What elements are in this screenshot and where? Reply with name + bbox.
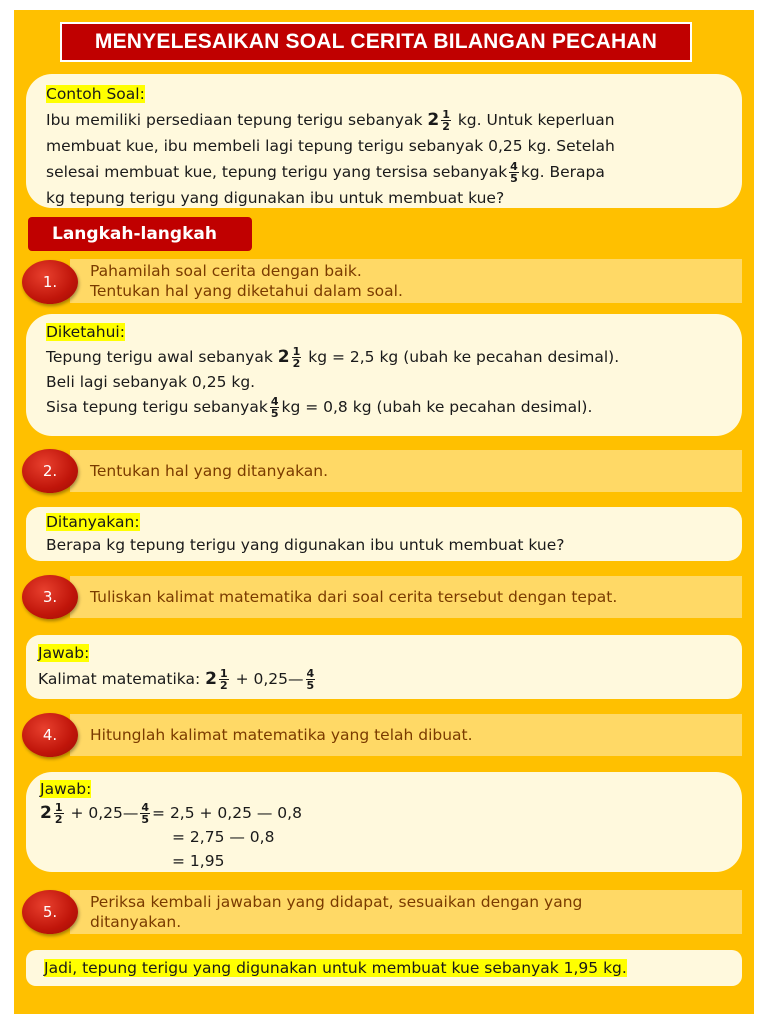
example-line-3: selesai membuat kue, tepung terigu yang tersisa sebanyak $\frac{4}{5}$ kg. Berapa bbox=[46, 160, 605, 185]
example-line-4: kg tepung terigu yang digunakan ibu untuk membuat kue? bbox=[46, 189, 505, 207]
step-3-badge: 3. bbox=[22, 575, 78, 619]
answer-1-label: Jawab: bbox=[38, 644, 90, 662]
page-title: MENYELESAIKAN SOAL CERITA BILANGAN PECAHAN bbox=[60, 22, 692, 62]
fraction: $\frac{1}{2}$ bbox=[54, 801, 63, 826]
known-line-1: Tepung terigu awal sebanyak 2 $\frac{1}{2}$ kg = 2,5 kg (ubah ke pecahan desimal). bbox=[46, 345, 620, 370]
answer-2-line-1: 2 $\frac{1}{2}$ + 0,25— $\frac{4}{5}$ = 2,5 + 0,25 — 0,8 bbox=[40, 801, 302, 826]
fraction: $\frac{4}{5}$ bbox=[141, 801, 150, 826]
step-2-bar: Tentukan hal yang ditanyakan. bbox=[70, 450, 742, 492]
known-card bbox=[26, 314, 742, 436]
fraction: $\frac{1}{2}$ bbox=[220, 667, 228, 692]
answer-1-card bbox=[26, 635, 742, 699]
step-5-bar: Periksa kembali jawaban yang didapat, sesuaikan dengan yang ditanyakan. bbox=[70, 890, 742, 934]
steps-label: Langkah-langkah bbox=[28, 217, 252, 251]
example-line-2: membuat kue, ibu membeli lagi tepung terigu sebanyak 0,25 kg. Setelah bbox=[46, 137, 615, 155]
step-4-badge: 4. bbox=[22, 713, 78, 757]
step-3-bar: Tuliskan kalimat matematika dari soal cerita tersebut dengan tepat. bbox=[70, 576, 742, 618]
fraction: $\frac{4}{5}$ bbox=[510, 160, 518, 185]
step-2-badge: 2. bbox=[22, 449, 78, 493]
answer-2-card bbox=[26, 772, 742, 872]
answer-1-expression: Kalimat matematika: 2 $\frac{1}{2}$ + 0,25— $\frac{4}{5}$ bbox=[38, 667, 315, 692]
asked-card bbox=[26, 507, 742, 561]
example-line-1: Ibu memiliki persediaan tepung terigu sebanyak 2 $\frac{1}{2}$ kg. Untuk keperluan bbox=[46, 108, 615, 133]
conclusion-card bbox=[26, 950, 742, 986]
known-line-2: Beli lagi sebanyak 0,25 kg. bbox=[46, 373, 256, 391]
example-label: Contoh Soal: bbox=[46, 85, 145, 103]
fraction: $\frac{4}{5}$ bbox=[306, 667, 315, 692]
step-1-bar: Pahamilah soal cerita dengan baik. Tentukan hal yang diketahui dalam soal. bbox=[70, 259, 742, 303]
step-4-bar: Hitunglah kalimat matematika yang telah dibuat. bbox=[70, 714, 742, 756]
answer-2-line-2: = 2,75 — 0,8 bbox=[172, 828, 275, 846]
fraction: $\frac{1}{2}$ bbox=[442, 108, 450, 133]
fraction: $\frac{1}{2}$ bbox=[292, 345, 301, 370]
step-5-badge: 5. bbox=[22, 890, 78, 934]
answer-2-label: Jawab: bbox=[40, 780, 92, 798]
step-1-badge: 1. bbox=[22, 260, 78, 304]
conclusion-text: Jadi, tepung terigu yang digunakan untuk membuat kue sebanyak 1,95 kg. bbox=[44, 959, 627, 977]
asked-text: Berapa kg tepung terigu yang digunakan ibu untuk membuat kue? bbox=[46, 536, 565, 554]
asked-label: Ditanyakan: bbox=[46, 513, 140, 531]
known-line-3: Sisa tepung terigu sebanyak $\frac{4}{5}$ kg = 0,8 kg (ubah ke pecahan desimal). bbox=[46, 395, 593, 420]
known-label: Diketahui: bbox=[46, 323, 125, 341]
example-card bbox=[26, 74, 742, 208]
answer-2-line-3: = 1,95 bbox=[172, 852, 225, 870]
fraction: $\frac{4}{5}$ bbox=[270, 395, 279, 420]
